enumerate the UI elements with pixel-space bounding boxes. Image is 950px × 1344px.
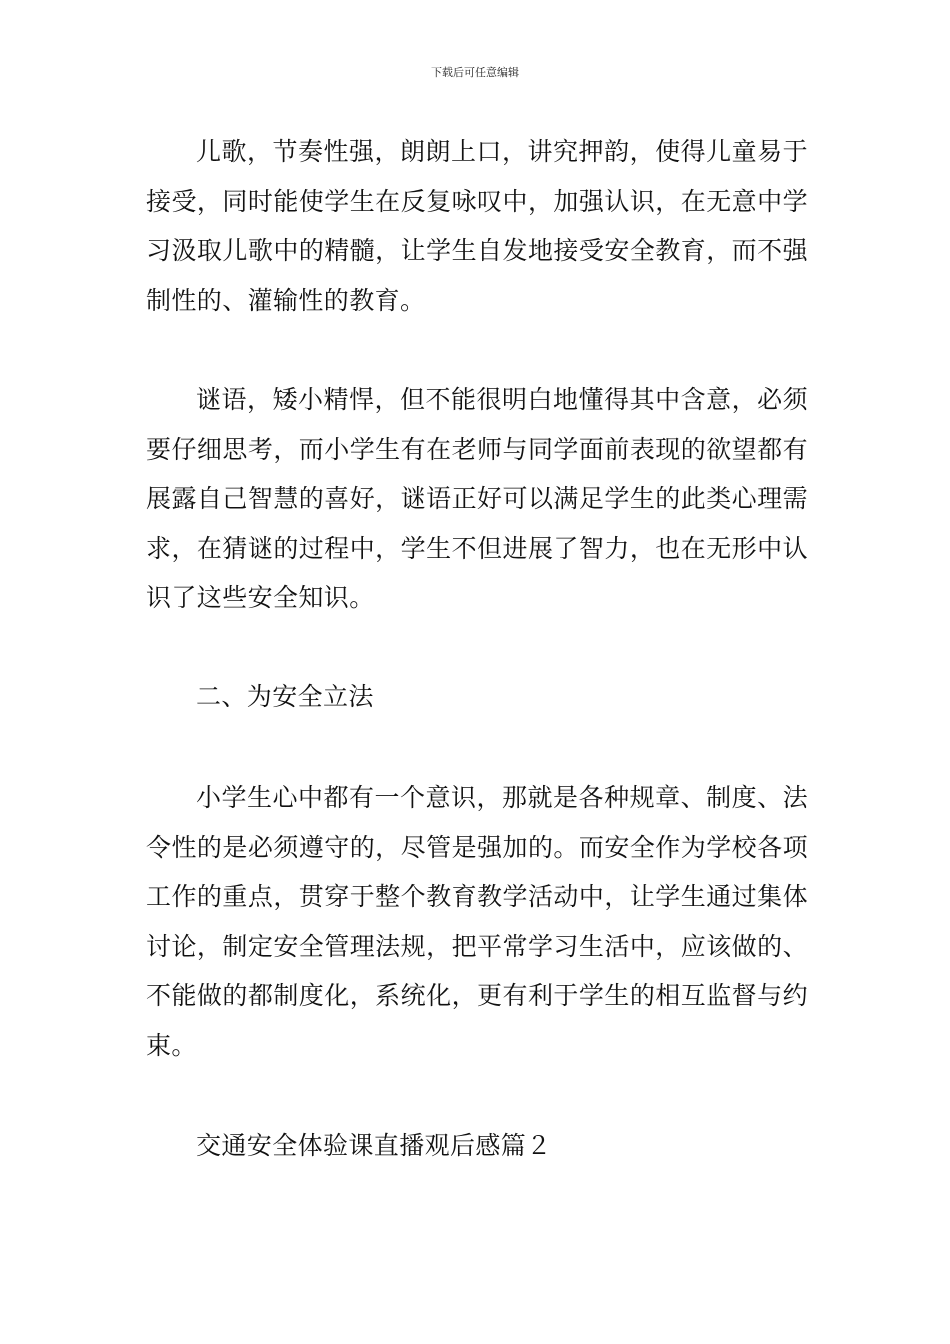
paragraph-riddles: 谜语，矮小精悍，但不能很明白地懂得其中含意，必须要仔细思考，而小学生有在老师与同学面前表现的欲望都有展露自己智慧的喜好，谜语正好可以满足学生的此类心理需求，在猜谜的过程中，学生不但进展了智力，也在无形中认识了这些安全知识。 xyxy=(146,385,808,613)
page-header-note: 下载后可任意编辑 xyxy=(431,66,519,79)
paragraph-safety-rules: 小学生心中都有一个意识，那就是各种规章、制度、法令性的是必须遵守的，尽管是强加的。而安全作为学校各项工作的重点，贯穿于整个教育教学活动中，让学生通过集体讨论，制定安全管理法规，把平常学习生活中，应该做的、不能做的都制度化，系统化，更有利于学生的相互监督与约束。 xyxy=(146,783,808,1060)
paragraph-children-songs: 儿歌，节奏性强，朗朗上口，讲究押韵，使得儿童易于接受，同时能使学生在反复咏叹中，加强认识，在无意中学习汲取儿歌中的精髓，让学生自发地接受安全教育，而不强制性的、灌输性的教育。 xyxy=(146,137,808,315)
article-title: 交通安全体验课直播观后感篇２ xyxy=(196,1131,552,1160)
section-heading: 二、为安全立法 xyxy=(196,682,374,711)
